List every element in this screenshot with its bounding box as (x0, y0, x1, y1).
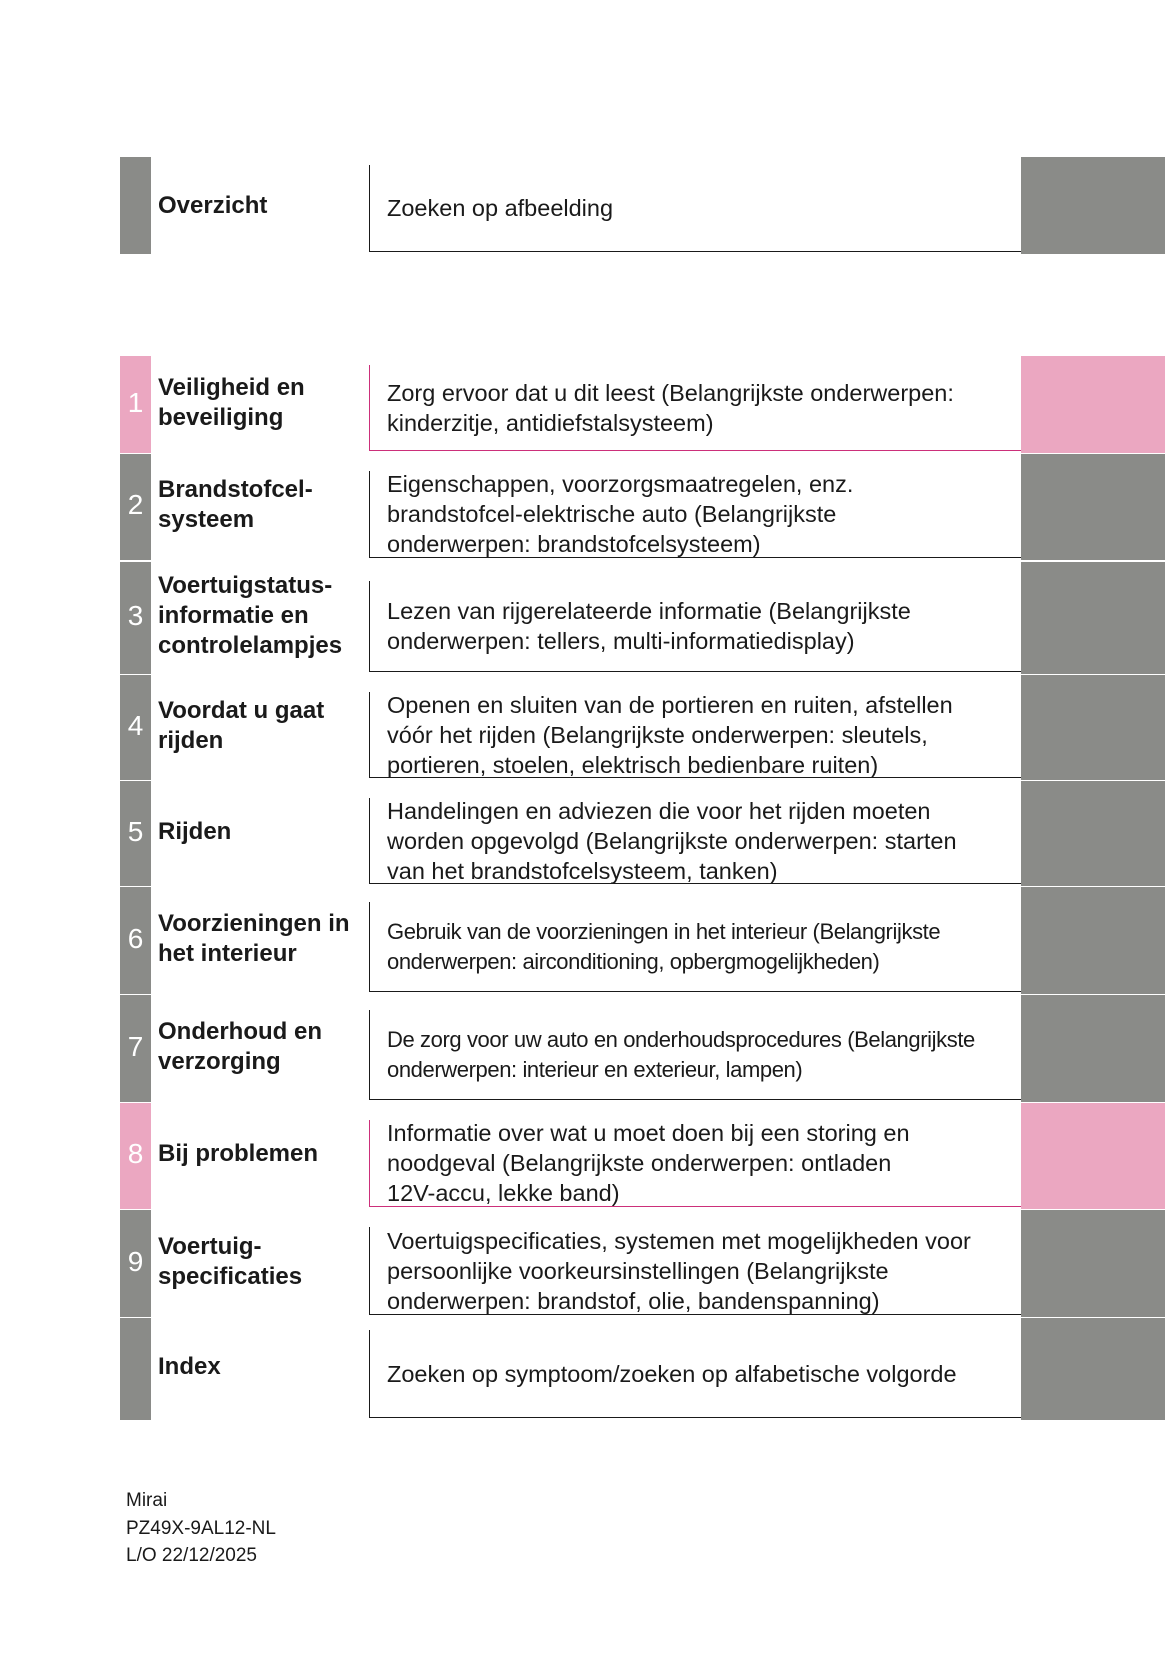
section-description-line: portieren, stoelen, elektrisch bedienbare ruiten) (387, 751, 879, 778)
overview-thumb-tab (1021, 157, 1165, 254)
section-thumb-tab (1021, 887, 1165, 994)
section-description (369, 1120, 1021, 1207)
section-description-line: worden opgevolgd (Belangrijkste onderwerpen: starten (387, 827, 957, 854)
section-row[interactable] (0, 1210, 1165, 1317)
section-row[interactable] (0, 356, 1165, 453)
section-number: 2 (127, 489, 144, 520)
section-row[interactable] (0, 1103, 1165, 1209)
section-thumb-tab (1021, 1318, 1165, 1420)
footer-layout-date: L/O 22/12/2025 (126, 1545, 257, 1566)
section-title (158, 781, 358, 882)
section-description-line: Zoeken op symptoom/zoeken op alfabetische volgorde (387, 1360, 957, 1387)
section-description-line: onderwerpen: airconditioning, opbergmogelijkheden) (387, 948, 880, 974)
section-title-line: Veiligheid en (158, 373, 305, 401)
section-description-line: 12V-accu, lekke band) (387, 1180, 620, 1206)
section-description (369, 1227, 1021, 1315)
section-description-line: persoonlijke voorkeursinstellingen (Belangrijkste (387, 1257, 889, 1284)
section-row[interactable] (0, 1318, 1165, 1420)
section-title (158, 887, 358, 990)
section-row[interactable] (0, 887, 1165, 994)
section-description-line: onderwerpen: interieur en exterieur, lampen) (387, 1056, 803, 1082)
section-description-line: onderwerpen: tellers, multi-informatiedisplay) (387, 628, 855, 654)
overview-strip (120, 157, 151, 254)
document-footer (126, 1487, 276, 1570)
section-title-line: Onderhoud en (158, 1017, 322, 1045)
section-title (158, 1103, 358, 1205)
section-description-line: Lezen van rijgerelateerde informatie (Belangrijkste (387, 598, 911, 624)
section-description (369, 692, 1021, 778)
section-title (158, 1318, 358, 1416)
section-title-line: informatie en (158, 602, 309, 629)
section-description (369, 798, 1021, 884)
section-title (158, 995, 358, 1098)
section-description (369, 365, 1021, 451)
section-thumb-tab (1021, 1210, 1165, 1317)
section-number: 9 (127, 1245, 144, 1277)
section-title (158, 675, 358, 776)
section-description-line: van het brandstofcelsysteem, tanken) (387, 857, 778, 884)
section-title-line: beveiliging (158, 403, 284, 431)
section-row[interactable] (0, 454, 1165, 560)
section-title-line: het interieur (158, 939, 297, 967)
section-number: 7 (127, 1030, 144, 1062)
section-title-line: Brandstofcel- (158, 476, 313, 503)
section-description-line: Informatie over wat u moet doen bij een storing en (387, 1120, 910, 1146)
section-thumb-tab (1021, 562, 1165, 674)
section-description-line: brandstofcel-elektrische auto (Belangrijkste (387, 501, 837, 527)
section-title-line: Voorzieningen in (158, 909, 350, 937)
section-title-line: verzorging (158, 1047, 281, 1075)
section-title-line: Index (158, 1353, 221, 1380)
section-title-line: Voordat u gaat (158, 696, 325, 724)
section-number: 4 (127, 709, 144, 741)
section-thumb-tab (1021, 454, 1165, 560)
section-description-line: De zorg voor uw auto en onderhoudsprocedures (Belangrijkste (387, 1026, 975, 1052)
section-description-line: Zorg ervoor dat u dit leest (Belangrijkste onderwerpen: (387, 379, 954, 406)
section-title-line: Voertuig- (158, 1232, 262, 1260)
section-description-line: Openen en sluiten van de portieren en ruiten, afstellen (387, 691, 953, 718)
section-row[interactable] (0, 562, 1165, 674)
section-description-line: onderwerpen: brandstofcelsysteem) (387, 531, 761, 557)
footer-model: Mirai (126, 1490, 168, 1511)
section-title-line: systeem (158, 506, 255, 533)
section-title (158, 562, 358, 670)
section-number: 6 (127, 922, 144, 954)
footer-code: PZ49X-9AL12-NL (126, 1517, 276, 1539)
section-thumb-tab (1021, 1103, 1165, 1209)
section-number: 5 (127, 815, 144, 847)
section-description (369, 471, 1021, 558)
section-row[interactable] (0, 781, 1165, 886)
section-thumb-tab (1021, 781, 1165, 886)
section-description (369, 581, 1021, 672)
section-number: 1 (127, 386, 144, 418)
section-description (369, 1330, 1021, 1418)
section-title-line: controlelampjes (158, 632, 343, 659)
section-thumb-tab (1021, 995, 1165, 1102)
section-thumb-tab (1021, 675, 1165, 780)
section-row[interactable] (0, 675, 1165, 780)
section-description-line: Eigenschappen, voorzorgsmaatregelen, enz. (387, 471, 854, 497)
section-description-line: vóór het rijden (Belangrijkste onderwerpen: sleutels, (387, 721, 928, 748)
section-number: 8 (127, 1138, 144, 1169)
overview-row[interactable] (0, 157, 1165, 254)
section-title-line: Rijden (158, 817, 232, 845)
section-thumb-tab (1021, 356, 1165, 453)
section-title (158, 454, 358, 556)
section-title (158, 356, 358, 449)
section-description-line: Gebruik van de voorzieningen in het interieur (Belangrijkste (387, 918, 941, 944)
section-description-line: Handelingen en adviezen die voor het rijden moeten (387, 797, 931, 824)
section-description-line: kinderzitje, antidiefstalsysteem) (387, 409, 714, 436)
section-description-line: onderwerpen: brandstof, olie, bandenspanning) (387, 1287, 880, 1314)
section-row[interactable] (0, 995, 1165, 1102)
section-description (369, 902, 1021, 992)
section-title (158, 1210, 358, 1313)
section-number (120, 1318, 151, 1416)
overview-title: Overzicht (158, 191, 268, 219)
section-title-line: Bij problemen (158, 1140, 319, 1167)
section-title-line: Voertuigstatus- (158, 572, 333, 599)
section-description-line: noodgeval (Belangrijkste onderwerpen: ontladen (387, 1150, 892, 1176)
section-title-line: rijden (158, 726, 224, 754)
section-description-line: Voertuigspecificaties, systemen met mogelijkheden voor (387, 1227, 971, 1254)
overview-description: Zoeken op afbeelding (369, 165, 1021, 252)
section-title-line: specificaties (158, 1262, 303, 1290)
section-description (369, 1010, 1021, 1100)
section-number: 3 (127, 600, 144, 631)
